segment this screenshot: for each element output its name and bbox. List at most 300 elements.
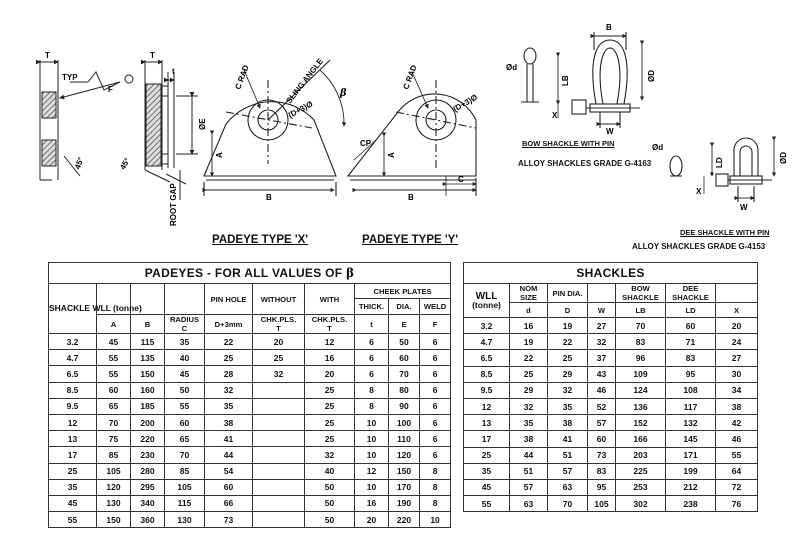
table-cell: 109 bbox=[616, 366, 666, 382]
table-cell: 25 bbox=[305, 414, 355, 430]
table-cell: 57 bbox=[510, 479, 548, 495]
table-cell: 130 bbox=[165, 512, 205, 528]
dee-shackle-caption: DEE SHACKLE WITH PIN bbox=[680, 228, 770, 237]
table-cell: 340 bbox=[131, 495, 165, 511]
table-cell: 57 bbox=[588, 415, 616, 431]
table-cell: 4.7 bbox=[464, 334, 510, 350]
header-w-blank bbox=[588, 284, 616, 303]
d3-y-label: (D+3)Ø bbox=[451, 92, 479, 114]
header-cheek-plates: CHEEK PLATES bbox=[355, 284, 451, 299]
table-cell: 50 bbox=[305, 512, 355, 528]
table-cell: 43 bbox=[588, 366, 616, 382]
table-cell: 185 bbox=[131, 398, 165, 414]
table-cell: 44 bbox=[205, 447, 253, 463]
a-y-label: A bbox=[387, 152, 396, 158]
c-y-label: C bbox=[458, 175, 464, 184]
table-cell: 6 bbox=[420, 382, 451, 398]
table-cell: 220 bbox=[389, 512, 420, 528]
table-cell: 41 bbox=[205, 431, 253, 447]
header-a: A bbox=[97, 315, 131, 334]
table-cell: 6 bbox=[355, 334, 389, 350]
table-cell bbox=[253, 398, 305, 414]
header-radius-sub: C bbox=[181, 324, 188, 333]
table-cell: 41 bbox=[548, 431, 588, 447]
table-row bbox=[464, 496, 758, 512]
table-cell: 45 bbox=[165, 366, 205, 382]
table-cell: 95 bbox=[666, 366, 716, 382]
table-cell: 20 bbox=[716, 318, 758, 334]
header-radius-label: RADIUS bbox=[169, 315, 200, 324]
table-cell: 3.2 bbox=[49, 334, 97, 350]
table-cell: 17 bbox=[49, 447, 97, 463]
table-cell: 55 bbox=[716, 447, 758, 463]
table-cell: 52 bbox=[588, 398, 616, 414]
a-x-label: A bbox=[215, 152, 224, 158]
table-cell: 9.5 bbox=[464, 382, 510, 398]
table-cell: 16 bbox=[355, 495, 389, 511]
table-cell: 50 bbox=[165, 382, 205, 398]
table-cell: 230 bbox=[131, 447, 165, 463]
header-x: X bbox=[716, 303, 758, 318]
table-cell: 130 bbox=[97, 495, 131, 511]
table-cell: 70 bbox=[548, 496, 588, 512]
table-row bbox=[49, 398, 451, 414]
header-radius bbox=[165, 315, 205, 334]
table-cell: 72 bbox=[716, 479, 758, 495]
padeye-y-caption: PADEYE TYPE 'Y' bbox=[362, 234, 459, 246]
table-cell bbox=[253, 447, 305, 463]
table-cell: 38 bbox=[548, 415, 588, 431]
table-cell: 105 bbox=[165, 479, 205, 495]
table-cell: 6 bbox=[355, 350, 389, 366]
sling-angle-label: SLING ANGLE bbox=[284, 56, 326, 106]
table-cell: 90 bbox=[389, 398, 420, 414]
table-cell: 60 bbox=[389, 350, 420, 366]
header-w: W bbox=[588, 303, 616, 318]
header-dia: DIA. bbox=[389, 299, 420, 315]
table-cell: 40 bbox=[305, 463, 355, 479]
table-cell: 70 bbox=[97, 414, 131, 430]
table-cell: 20 bbox=[253, 334, 305, 350]
table-cell: 76 bbox=[716, 496, 758, 512]
table-cell: 295 bbox=[131, 479, 165, 495]
table-cell: 60 bbox=[588, 431, 616, 447]
table-cell: 6 bbox=[420, 366, 451, 382]
table-cell: 55 bbox=[165, 398, 205, 414]
header-bow-shackle: SHACKLE bbox=[622, 293, 659, 302]
header-pin-hole: PIN HOLE bbox=[205, 284, 253, 315]
table-cell: 6 bbox=[420, 414, 451, 430]
table-cell: 29 bbox=[548, 366, 588, 382]
table-cell bbox=[253, 382, 305, 398]
weld-detail-left bbox=[40, 60, 133, 180]
table-row bbox=[464, 334, 758, 350]
table-row bbox=[464, 415, 758, 431]
table-cell: 13 bbox=[49, 431, 97, 447]
table-cell: 20 bbox=[305, 366, 355, 382]
header-pin-hole-sub: D+3mm bbox=[205, 315, 253, 334]
table-cell: 60 bbox=[97, 382, 131, 398]
bow-od-label: Ød bbox=[506, 63, 518, 72]
b-x-label: B bbox=[266, 193, 272, 202]
table-cell: 71 bbox=[666, 334, 716, 350]
table-cell: 35 bbox=[165, 334, 205, 350]
table-cell: 80 bbox=[389, 382, 420, 398]
header-dee-label: DEE bbox=[682, 284, 699, 293]
table-cell: 166 bbox=[616, 431, 666, 447]
table-cell: 9.5 bbox=[49, 398, 97, 414]
table-cell: 8 bbox=[420, 495, 451, 511]
table-cell: 136 bbox=[616, 398, 666, 414]
table-cell: 28 bbox=[205, 366, 253, 382]
f-label: F bbox=[108, 85, 113, 94]
table-cell: 160 bbox=[131, 382, 165, 398]
table-row bbox=[464, 318, 758, 334]
bow-shackle-drawing bbox=[521, 32, 642, 128]
table-cell: 85 bbox=[165, 463, 205, 479]
technical-drawings bbox=[0, 0, 800, 260]
table-cell: 124 bbox=[616, 382, 666, 398]
table-cell: 51 bbox=[510, 463, 548, 479]
table-cell: 25 bbox=[510, 366, 548, 382]
table-row bbox=[49, 334, 451, 350]
table-cell: 50 bbox=[389, 334, 420, 350]
table-cell: 83 bbox=[616, 334, 666, 350]
dee-grade-caption: ALLOY SHACKLES GRADE G-4153 bbox=[632, 242, 766, 251]
header-bow-label: BOW bbox=[631, 284, 650, 293]
table-cell bbox=[253, 512, 305, 528]
table-cell: 70 bbox=[616, 318, 666, 334]
table-cell: 38 bbox=[716, 398, 758, 414]
table-cell: 38 bbox=[205, 414, 253, 430]
t-small-label: t bbox=[172, 67, 175, 76]
table-cell: 12 bbox=[464, 398, 510, 414]
header-dee-shackle: SHACKLE bbox=[672, 293, 709, 302]
dee-shackle-drawing bbox=[670, 138, 774, 202]
table-cell: 8 bbox=[420, 463, 451, 479]
table-cell: 115 bbox=[165, 495, 205, 511]
table-cell: 44 bbox=[510, 447, 548, 463]
bow-odbig-label: ØD bbox=[647, 70, 656, 82]
table-cell: 40 bbox=[165, 350, 205, 366]
table-cell: 6 bbox=[420, 398, 451, 414]
table-cell: 170 bbox=[389, 479, 420, 495]
table-cell: 66 bbox=[205, 495, 253, 511]
table-cell: 8.5 bbox=[464, 366, 510, 382]
table-cell: 108 bbox=[666, 382, 716, 398]
table-cell: 30 bbox=[716, 366, 758, 382]
padeyes-title-text: PADEYES - FOR ALL VALUES OF bbox=[144, 266, 343, 280]
table-cell: 32 bbox=[305, 447, 355, 463]
table-cell: 57 bbox=[548, 463, 588, 479]
table-cell: 212 bbox=[666, 479, 716, 495]
table-cell: 35 bbox=[49, 479, 97, 495]
table-cell: 51 bbox=[548, 447, 588, 463]
header-pin-dia: PIN DIA. bbox=[548, 284, 588, 303]
table-cell: 145 bbox=[666, 431, 716, 447]
table-cell: 27 bbox=[588, 318, 616, 334]
header-nom-sub: d bbox=[510, 303, 548, 318]
header-pin-sub: D bbox=[548, 303, 588, 318]
table-cell: 132 bbox=[666, 415, 716, 431]
bow-shackle-caption: BOW SHACKLE WITH PIN bbox=[522, 139, 615, 148]
table-cell: 253 bbox=[616, 479, 666, 495]
table-cell: 10 bbox=[355, 479, 389, 495]
header-shackle-wll: SHACKLE WLL (tonne) bbox=[49, 284, 97, 334]
header-with-sub bbox=[305, 315, 355, 334]
header-wll-sub: (tonne) bbox=[472, 299, 501, 310]
padeye-x-caption: PADEYE TYPE 'X' bbox=[212, 234, 309, 246]
table-cell: 32 bbox=[588, 334, 616, 350]
table-row bbox=[464, 431, 758, 447]
table-cell: 6 bbox=[355, 366, 389, 382]
header-nom bbox=[510, 284, 548, 303]
padeyes-title bbox=[49, 263, 451, 284]
shackles-body bbox=[464, 318, 758, 512]
table-cell: 32 bbox=[510, 398, 548, 414]
table-cell: 13 bbox=[464, 415, 510, 431]
header-without-t: T bbox=[276, 324, 281, 333]
table-row bbox=[464, 447, 758, 463]
header-bow-sub: LB bbox=[616, 303, 666, 318]
table-cell: 105 bbox=[97, 463, 131, 479]
table-cell: 150 bbox=[389, 463, 420, 479]
table-row bbox=[464, 366, 758, 382]
table-cell: 50 bbox=[305, 479, 355, 495]
table-cell: 60 bbox=[165, 414, 205, 430]
table-cell: 6.5 bbox=[49, 366, 97, 382]
header-with-t: T bbox=[327, 324, 332, 333]
table-cell: 32 bbox=[205, 382, 253, 398]
table-cell: 46 bbox=[716, 431, 758, 447]
table-cell: 55 bbox=[97, 350, 131, 366]
table-row bbox=[49, 366, 451, 382]
bow-x-label: X bbox=[552, 111, 558, 120]
table-cell: 63 bbox=[510, 496, 548, 512]
table-cell: 24 bbox=[716, 334, 758, 350]
table-cell: 45 bbox=[97, 334, 131, 350]
header-with: WITH bbox=[305, 284, 355, 315]
table-cell: 85 bbox=[97, 447, 131, 463]
t-label-left: T bbox=[45, 51, 50, 60]
table-cell: 70 bbox=[389, 366, 420, 382]
table-cell: 35 bbox=[510, 415, 548, 431]
angle45-mid-label: 45° bbox=[118, 156, 132, 172]
header-wll-label: WLL bbox=[475, 290, 498, 302]
bow-b-label: B bbox=[606, 23, 612, 32]
t-label-mid: T bbox=[150, 51, 155, 60]
table-cell: 190 bbox=[389, 495, 420, 511]
table-cell: 120 bbox=[389, 447, 420, 463]
table-cell: 32 bbox=[253, 366, 305, 382]
table-cell: 16 bbox=[305, 350, 355, 366]
cp-label: CP bbox=[360, 139, 372, 148]
padeye-x-drawing bbox=[204, 60, 344, 196]
table-cell: 27 bbox=[716, 350, 758, 366]
table-cell: 46 bbox=[588, 382, 616, 398]
table-cell: 8 bbox=[420, 479, 451, 495]
table-cell: 38 bbox=[510, 431, 548, 447]
table-cell: 63 bbox=[548, 479, 588, 495]
header-dee bbox=[666, 284, 716, 303]
table-row bbox=[49, 350, 451, 366]
table-cell: 35 bbox=[205, 398, 253, 414]
header-dee-sub: LD bbox=[666, 303, 716, 318]
table-cell: 55 bbox=[97, 366, 131, 382]
table-cell: 10 bbox=[355, 431, 389, 447]
table-cell: 6 bbox=[420, 431, 451, 447]
table-cell: 29 bbox=[510, 382, 548, 398]
header-without: WITHOUT bbox=[253, 284, 305, 315]
table-cell: 25 bbox=[305, 382, 355, 398]
table-cell: 96 bbox=[616, 350, 666, 366]
table-cell: 70 bbox=[165, 447, 205, 463]
table-cell: 55 bbox=[464, 496, 510, 512]
table-cell: 6 bbox=[420, 350, 451, 366]
bow-lb-label: LB bbox=[561, 75, 570, 86]
padeyes-body bbox=[49, 334, 451, 528]
header-weld-sub: F bbox=[420, 315, 451, 334]
table-cell: 22 bbox=[205, 334, 253, 350]
table-cell: 32 bbox=[548, 382, 588, 398]
table-cell: 25 bbox=[253, 350, 305, 366]
table-row bbox=[49, 512, 451, 528]
table-cell: 8 bbox=[355, 398, 389, 414]
table-cell: 75 bbox=[97, 431, 131, 447]
table-cell: 37 bbox=[588, 350, 616, 366]
section-view bbox=[145, 60, 198, 200]
d3-x-label: (D+3)Ø bbox=[286, 99, 315, 120]
table-cell: 45 bbox=[464, 479, 510, 495]
table-cell: 73 bbox=[588, 447, 616, 463]
header-nom-label: NOM bbox=[519, 284, 538, 293]
table-cell: 10 bbox=[355, 414, 389, 430]
table-cell: 25 bbox=[205, 350, 253, 366]
table-cell: 25 bbox=[305, 431, 355, 447]
dee-x-label: X bbox=[696, 187, 702, 196]
table-row bbox=[464, 382, 758, 398]
shackles-table bbox=[463, 262, 758, 512]
root-gap-label: ROOT GAP bbox=[169, 183, 178, 226]
bow-w-label: W bbox=[606, 127, 614, 136]
header-nom-size: SIZE bbox=[520, 293, 537, 302]
angle45-left-label: 45° bbox=[73, 155, 86, 171]
table-cell: 200 bbox=[131, 414, 165, 430]
padeye-y-drawing bbox=[348, 72, 476, 196]
padeyes-table bbox=[48, 262, 451, 528]
table-cell: 360 bbox=[131, 512, 165, 528]
table-cell: 19 bbox=[548, 318, 588, 334]
table-cell: 20 bbox=[355, 512, 389, 528]
header-with-2: CHK.PLS. bbox=[311, 315, 348, 324]
header-weld: WELD bbox=[420, 299, 451, 315]
table-row bbox=[464, 350, 758, 366]
table-cell: 22 bbox=[510, 350, 548, 366]
shackles-title: SHACKLES bbox=[464, 263, 758, 284]
table-cell: 4.7 bbox=[49, 350, 97, 366]
table-cell: 34 bbox=[716, 382, 758, 398]
table-row bbox=[464, 479, 758, 495]
table-row bbox=[464, 398, 758, 414]
table-cell: 25 bbox=[548, 350, 588, 366]
table-row bbox=[49, 463, 451, 479]
table-cell bbox=[253, 463, 305, 479]
table-row bbox=[49, 382, 451, 398]
table-cell: 25 bbox=[49, 463, 97, 479]
table-cell: 54 bbox=[205, 463, 253, 479]
table-cell: 105 bbox=[588, 496, 616, 512]
table-cell: 45 bbox=[49, 495, 97, 511]
table-cell bbox=[253, 431, 305, 447]
padeyes-title-beta: β bbox=[346, 266, 355, 280]
table-cell: 280 bbox=[131, 463, 165, 479]
table-cell: 8.5 bbox=[49, 382, 97, 398]
bow-grade-caption: ALLOY SHACKLES GRADE G-4163 bbox=[518, 159, 652, 168]
table-row bbox=[49, 495, 451, 511]
dee-w-label: W bbox=[740, 203, 748, 212]
table-cell: 150 bbox=[131, 366, 165, 382]
b-y-label: B bbox=[408, 193, 414, 202]
table-cell: 12 bbox=[355, 463, 389, 479]
table-cell: 225 bbox=[616, 463, 666, 479]
table-cell: 65 bbox=[97, 398, 131, 414]
table-cell: 12 bbox=[49, 414, 97, 430]
dee-ld-label: LD bbox=[715, 157, 724, 168]
table-cell: 117 bbox=[666, 398, 716, 414]
header-dia-sub: E bbox=[389, 315, 420, 334]
table-cell: 238 bbox=[666, 496, 716, 512]
table-cell: 65 bbox=[165, 431, 205, 447]
header-thick: THICK. bbox=[355, 299, 389, 315]
table-cell: 35 bbox=[548, 398, 588, 414]
table-cell bbox=[253, 479, 305, 495]
table-cell bbox=[253, 495, 305, 511]
table-cell: 110 bbox=[389, 431, 420, 447]
beta-label: β bbox=[340, 88, 347, 99]
header-thick-sub: t bbox=[355, 315, 389, 334]
table-row bbox=[49, 414, 451, 430]
table-cell: 199 bbox=[666, 463, 716, 479]
table-cell: 10 bbox=[355, 447, 389, 463]
table-cell: 135 bbox=[131, 350, 165, 366]
table-cell: 60 bbox=[666, 318, 716, 334]
table-cell: 203 bbox=[616, 447, 666, 463]
table-row bbox=[49, 431, 451, 447]
table-cell: 16 bbox=[510, 318, 548, 334]
header-without-sub bbox=[253, 315, 305, 334]
table-cell: 25 bbox=[464, 447, 510, 463]
oe-label: ØE bbox=[198, 118, 207, 130]
dee-od-label: Ød bbox=[652, 143, 664, 152]
table-cell: 171 bbox=[666, 447, 716, 463]
table-cell: 22 bbox=[548, 334, 588, 350]
dee-odbig-label: ØD bbox=[779, 152, 788, 164]
table-cell: 25 bbox=[305, 398, 355, 414]
table-cell bbox=[253, 414, 305, 430]
table-cell: 150 bbox=[97, 512, 131, 528]
table-cell: 12 bbox=[305, 334, 355, 350]
table-row bbox=[464, 463, 758, 479]
typ-label: TYP bbox=[62, 73, 78, 82]
table-cell: 55 bbox=[49, 512, 97, 528]
header-wll bbox=[464, 284, 510, 318]
table-cell: 50 bbox=[305, 495, 355, 511]
table-cell: 100 bbox=[389, 414, 420, 430]
table-cell: 6 bbox=[420, 447, 451, 463]
table-cell: 83 bbox=[666, 350, 716, 366]
table-row bbox=[49, 479, 451, 495]
c-rad-y-label: C RAD bbox=[401, 63, 419, 91]
